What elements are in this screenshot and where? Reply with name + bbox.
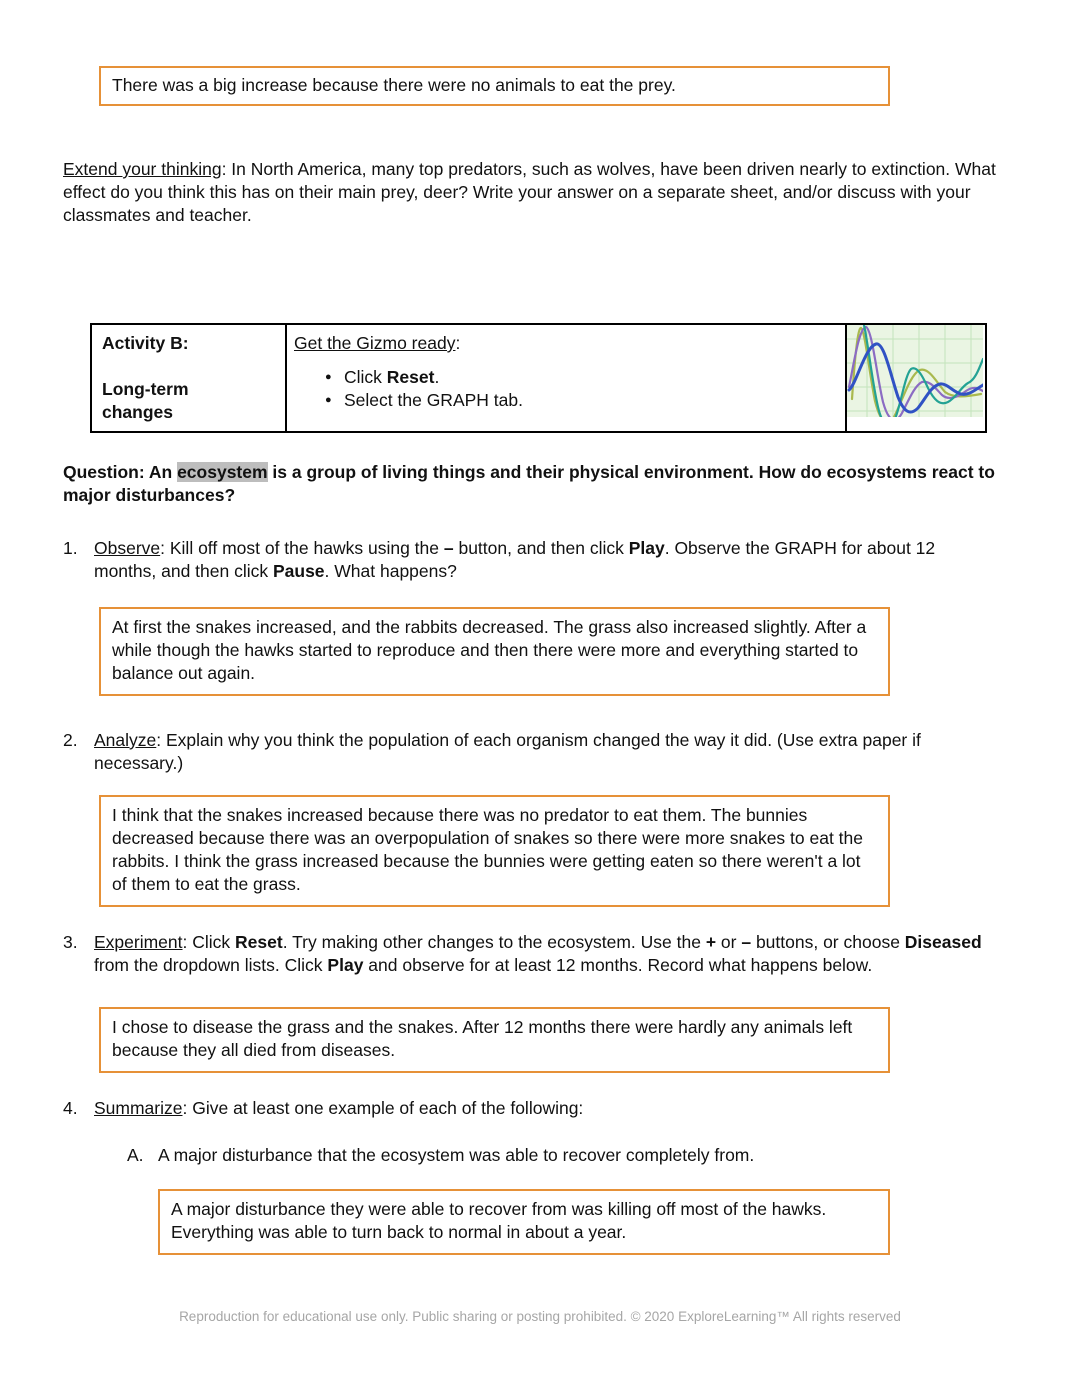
answer-box-observe[interactable] xyxy=(99,607,890,696)
answer-box-analyze-text: I think that the snakes increased because there was no predator to eat them. The bunnies decreased because there was an overpopulation of snakes so there were more snakes to eat the rabbits. I think the grass increased because the bunnies were getting eaten so there weren't a lot of them to eat the grass. xyxy=(112,805,864,894)
extend-text: : In North America, many top predators, such as wolves, have been driven nearly to extinction. What effect do you think this has on their main prey, deer? Write your answer on a separate sheet, and/or discuss with your classmates and teacher. xyxy=(63,159,996,225)
gizmo-ready-bullets xyxy=(294,366,837,412)
question-1-text: Observe: Kill off most of the hawks using the – button, and then click Play. Observe the GRAPH for about 12 months, and then click Pause. What happens? xyxy=(94,538,936,581)
answer-box-experiment[interactable] xyxy=(99,1007,890,1073)
extend-your-thinking-paragraph xyxy=(63,158,1000,227)
question-3-text: Experiment: Click Reset. Try making other changes to the ecosystem. Use the + or – buttons, or choose Diseased from the dropdown lists. Click Play and observe for at least 12 months. Record what happens below. xyxy=(94,932,982,975)
list-number: 4. xyxy=(63,1098,78,1118)
question-2-text: Analyze: Explain why you think the population of each organism changed the way it did. (Use extra paper if necessary.) xyxy=(94,730,921,773)
gizmo-ready-cell xyxy=(286,324,846,432)
bullet-icon: ● xyxy=(325,371,332,383)
extend-label: Extend your thinking xyxy=(63,159,222,179)
question-4a xyxy=(127,1144,1000,1167)
question-4-summarize xyxy=(63,1097,1000,1120)
activity-title-cell xyxy=(91,324,286,432)
answer-box-summarize[interactable] xyxy=(158,1189,890,1255)
question-4a-text: A major disturbance that the ecosystem was able to recover completely from. xyxy=(158,1145,755,1165)
bullet-click-reset: ● Click Reset. xyxy=(325,367,440,387)
question-2-analyze xyxy=(63,729,1000,775)
copyright-footer: Reproduction for educational use only. Public sharing or posting prohibited. © 2020 ExploreLearning™ All rights reserved xyxy=(179,1309,901,1324)
bullet-select-graph-tab: ● Select the GRAPH tab. xyxy=(325,390,523,410)
activity-subtitle: Long-term changes xyxy=(102,379,189,422)
gizmo-ready-heading: Get the Gizmo ready: xyxy=(294,333,461,353)
answer-box-prey-text: There was a big increase because there were no animals to eat the prey. xyxy=(112,75,676,95)
answer-box-experiment-text: I chose to disease the grass and the snakes. After 12 months there were hardly any animals left because they all died from diseases. xyxy=(112,1017,853,1060)
answer-box-summarize-text: A major disturbance they were able to recover from was killing off most of the hawks. Everything was able to turn back to normal in about a year. xyxy=(171,1199,827,1242)
list-number: 3. xyxy=(63,932,78,952)
answer-box-prey[interactable] xyxy=(99,66,890,106)
bullet-icon: ● xyxy=(325,394,332,406)
activity-title: Activity B: xyxy=(102,333,189,353)
main-question: Question: An ecosystem is a group of living things and their physical environment. How do ecosystems react to major disturbances? xyxy=(63,462,995,505)
list-number: 2. xyxy=(63,730,78,750)
activity-b-table xyxy=(90,323,987,433)
highlighted-term-ecosystem: ecosystem xyxy=(177,462,268,482)
question-1-observe xyxy=(63,537,1000,583)
question-4-text: Summarize: Give at least one example of each of the following: xyxy=(94,1098,584,1118)
list-letter: A. xyxy=(127,1145,144,1165)
gizmo-thumbnail-cell xyxy=(846,324,986,432)
answer-box-observe-text: At first the snakes increased, and the rabbits decreased. The grass also increased slightly. After a while though the hawks started to reproduce and then there were more and everything started to balance out again. xyxy=(112,617,867,683)
answer-box-analyze[interactable] xyxy=(99,795,890,907)
list-number: 1. xyxy=(63,538,78,558)
question-3-experiment xyxy=(63,931,1000,977)
population-graph-image xyxy=(847,325,983,417)
